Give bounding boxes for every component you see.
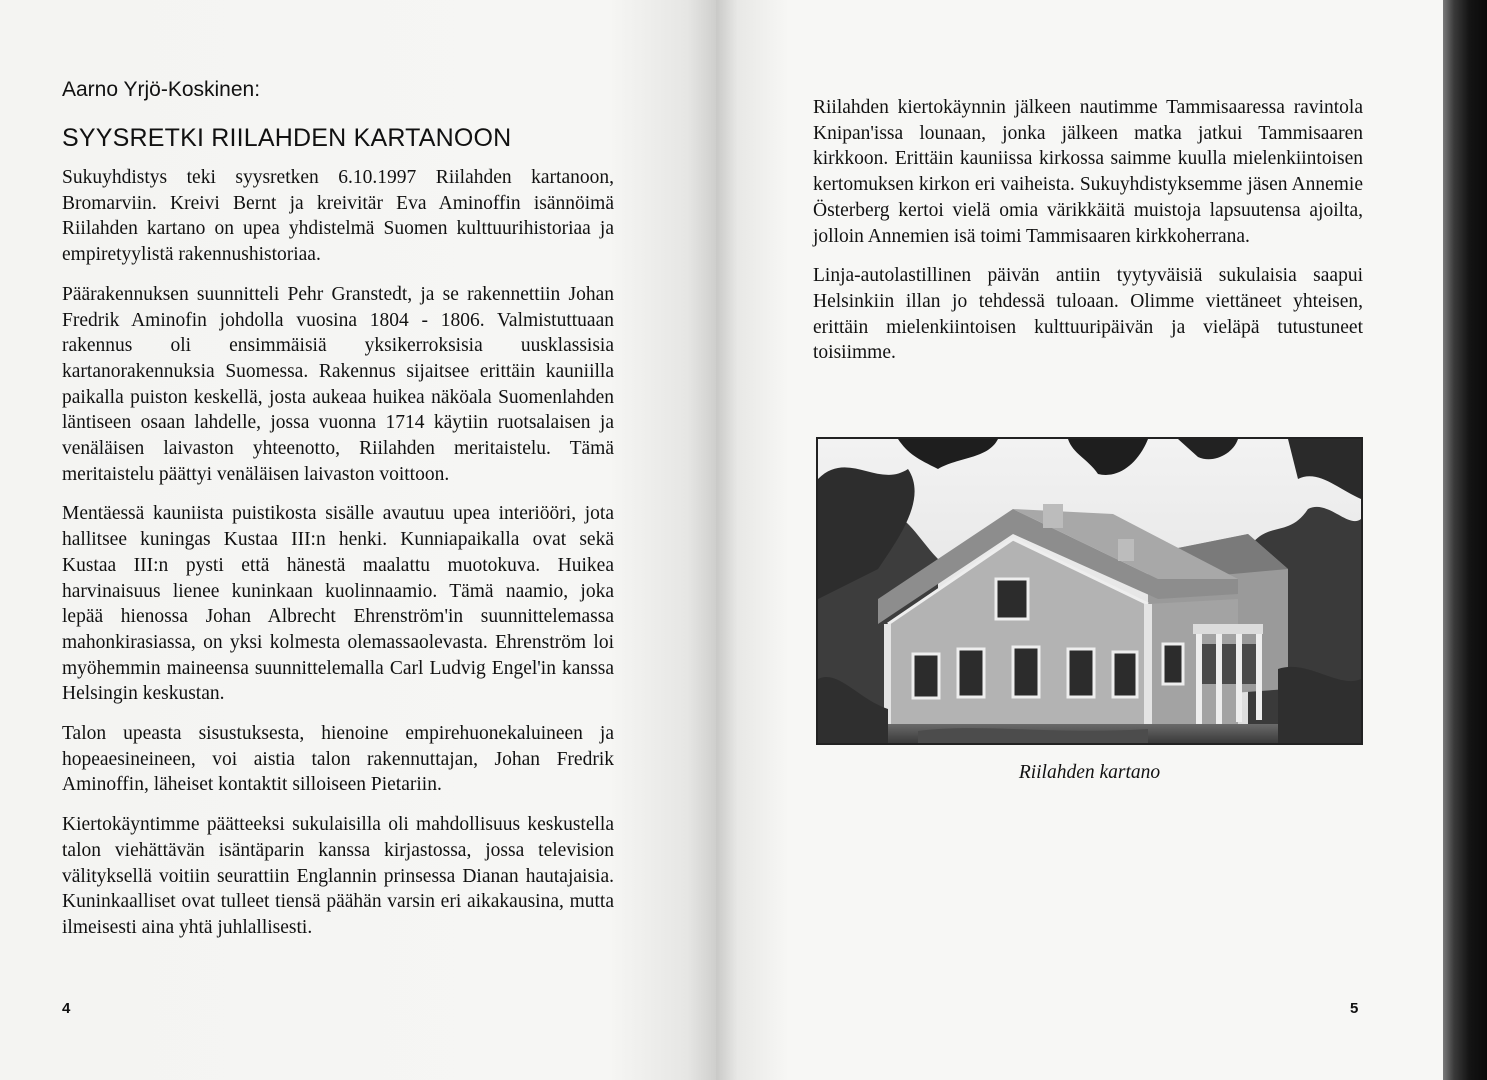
paragraph: Sukuyhdistys teki syysretken 6.10.1997 Riilahden kartanoon, Bromarviin. Kreivi Bernt ja kreivitär Eva Aminoffin isännöimä Riilahden kartano on upea yhdistelmä Suomen kulttuurihistoriaa ja empiretyylistä rakennushistoriaa. — [62, 167, 614, 266]
book-cover-edge — [1443, 0, 1487, 1080]
page-number-right: 5 — [1350, 1000, 1359, 1017]
manor-photo — [816, 437, 1363, 745]
author-name: Aarno Yrjö-Koskinen: — [62, 78, 261, 101]
paragraph: Päärakennuksen suunnitteli Pehr Granstedt, ja se rakennettiin Johan Fredrik Aminofin johdolla vuosina 1804 - 1806. Valmistuttuaan rakennus oli ensimmäisiä yksikerroksisia uusklassisia kartanorakennuksia Suomessa. Rakennus sijaitsee erittäin kauniilla paikalla puiston keskellä, josta aukeaa huikea näköala Suomenlahden läntiseen osaan lahdelle, jossa vuonna 1714 käytiin ruotsalaisen ja venäläisen laivaston yhteenotto, Riilahden meritaistelu. Tämä meritaistelu päättyi venäläisen laivaston voittoon. — [62, 283, 614, 485]
left-text-column — [62, 165, 614, 955]
paragraph: Kiertokäyntimme päätteeksi sukulaisilla oli mahdollisuus keskustella talon viehättävän isäntäparin kanssa kirjastossa, jossa television välityksellä voitiin seurattiin Englannin prinsessa Dianan hautajaisia. Kuninkaalliset ovat tulleet tiensä päähän varsin eri aikakausina, mutta ilmeisesti aina yhtä juhlallisesti. — [62, 814, 614, 938]
page-number-left: 4 — [62, 1000, 71, 1017]
photo-caption: Riilahden kartano — [1018, 762, 1161, 783]
paragraph: Mentäessä kauniista puistikosta sisälle avautuu upea interiööri, jota hallitsee kuningas Kustaa III:n henki. Kunniapaikalla ovat sekä Kustaa III:n pysti että hänestä maalattu muotokuva. Huikea harvinaisuus lienee kuninkaan kuolinnaamio. Tämä naamio, joka lepää hienossa Johan Albrecht Ehrenström'in suunnittelemassa mahonkirasiassa, on yksi kolmesta olemassaolevasta. Ehrenström loi myöhemmin maineensa suunnittelemalla Carl Ludvig Engel'in kanssa Helsingin keskustan. — [62, 503, 614, 705]
right-text-column — [813, 95, 1363, 380]
left-page — [0, 0, 716, 1080]
paragraph: Riilahden kiertokäynnin jälkeen nautimme Tammisaaressa ravintola Knipan'issa lounaan, jonka jälkeen matka jatkui Tammisaaren kirkkoon. Erittäin kauniissa kirkossa saimme kuulla mielenkiintoisen kertomuksen kirkon eri vaiheista. Sukuyhdistyksemme jäsen Annemie Österberg kertoi vielä omia värikkäitä muistoja lapsuutensa ajoilta, jolloin Annemien isä toimi Tammisaaren kirkkoherrana. — [813, 97, 1363, 247]
paragraph: Linja-autolastillinen päivän antiin tyytyväisiä sukulaisia saapui Helsinkiin illan jo tehdessä tuloaan. Olimme viettäneet yhteisen, erittäin mielenkiintoisen kulttuuripäivän ja vieläpä tutustuneet toisiimme. — [813, 265, 1363, 364]
paragraph: Talon upeasta sisustuksesta, hienoine empirehuonekaluineen ja hopeaesineineen, voi aistia talon rakennuttajan, Johan Fredrik Aminoffin, läheiset kontaktit silloiseen Pietariin. — [62, 723, 614, 796]
article-title: SYYSRETKI RIILAHDEN KARTANOON — [62, 124, 512, 152]
